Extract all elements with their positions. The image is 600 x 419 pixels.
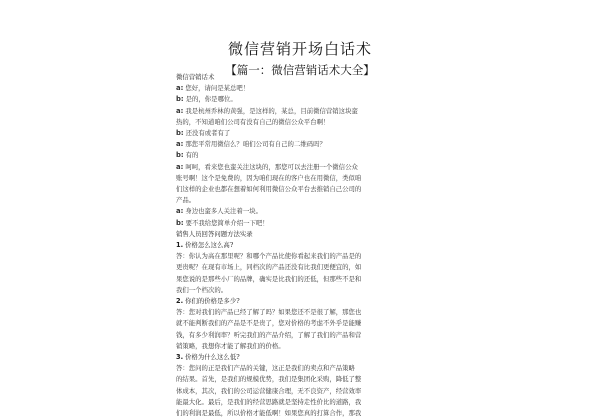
- line-text: 那您平常用微信么？咱们公司有自己的二维码吗？: [185, 140, 326, 149]
- line-text: 更贵呢？在现有市场上，同档次的产品还没有比我们更便宜的，如: [176, 263, 362, 272]
- line-text: 账号啊！这个是免费的，因为咱们现在的客户也在用微信，类似咱: [176, 173, 362, 182]
- speaker-label: a:: [176, 207, 184, 216]
- paragraph-line: [176, 274, 416, 285]
- section-heading: [176, 229, 416, 240]
- line-text: 们这样的企业也都在想着如何利用微信公众平台去推销自己公司的: [176, 185, 362, 194]
- dialog-line: [176, 162, 416, 173]
- dialog-line: [176, 150, 416, 161]
- dialog-line: [176, 206, 416, 217]
- paragraph-line: [176, 307, 416, 318]
- document-body: [176, 72, 416, 419]
- line-text: 答：你认为高在那里呢？和哪个产品比使你看起来我们的产品是的: [176, 252, 362, 261]
- speaker-label: a:: [176, 162, 184, 171]
- line-text: 果您说的是那些小厂的品牌，确实是比我们的还低，但那些不是和: [176, 274, 362, 283]
- paragraph-line: [176, 330, 416, 341]
- line-text: 答：您对我们的产品已经了解了吗？如果您还不是很了解，那您也: [176, 308, 362, 317]
- dialog-line: [176, 218, 416, 229]
- line-text: 您好，请问是某总吧！: [185, 84, 250, 93]
- line-text: 我们一个档次的。: [176, 285, 228, 294]
- line-text: 价格为什么这么低?: [185, 353, 240, 362]
- line-text: 你们的价格是多少?: [185, 297, 240, 306]
- line-text: 的结果。首先，是我们的规模优势，我们是集团化采购，降低了整: [176, 375, 362, 384]
- dialog-line: [176, 139, 416, 150]
- speaker-label: b:: [176, 95, 184, 104]
- line-text: 们的利润是最低，所以价格才能低啊！如果您真的打算合作，那我: [176, 409, 362, 418]
- speaker-label: a:: [176, 140, 184, 149]
- dialog-line: [176, 83, 416, 94]
- document-subtitle: 【篇一：微信营销话术大全】: [225, 63, 375, 77]
- paragraph-line: [176, 386, 416, 397]
- speaker-label: a:: [176, 84, 184, 93]
- line-text: 我是杭州乔林的黄强，是这样的，某总，目前微信营销这块蛮: [185, 106, 358, 115]
- line-text: 产品。: [176, 196, 196, 205]
- line-text: 身边也蛮多人关注着一块。: [185, 207, 262, 216]
- line-text: 是的，你是哪位。: [185, 95, 237, 104]
- question-number: 2.: [176, 297, 184, 306]
- speaker-label: b:: [176, 151, 184, 160]
- speaker-label: a:: [176, 106, 184, 115]
- paragraph-line: [176, 195, 416, 206]
- line-text: 销售人员回答问题方法实录: [176, 229, 253, 238]
- line-text: 呵呵，看来您也蛮关注这块的，那您可以去注册一个微信公众: [185, 162, 358, 171]
- section-heading: [176, 72, 416, 83]
- paragraph-line: [176, 285, 416, 296]
- document-title: 微信营销开场白话术: [227, 40, 372, 58]
- numbered-question: [176, 296, 416, 307]
- paragraph-line: [176, 251, 416, 262]
- question-number: 1.: [176, 241, 184, 250]
- paragraph-line: [176, 318, 416, 329]
- paragraph-line: [176, 341, 416, 352]
- line-text: 销策略，我想你才能了解我们的价格。: [176, 341, 285, 350]
- speaker-label: b:: [176, 218, 184, 227]
- numbered-question: [176, 352, 416, 363]
- dialog-line: [176, 128, 416, 139]
- line-text: 体成本，其次，我们的公司运营健康合理，无不良资产，经营效率: [176, 386, 362, 395]
- paragraph-line: [176, 374, 416, 385]
- dialog-line: [176, 94, 416, 105]
- line-text: 热的，不知道咱们公司有没有自己的微信公众平台啊！: [176, 117, 330, 126]
- line-text: 钱，有多少利润率？听完我们的产品介绍，了解了我们的产品和营: [176, 330, 362, 339]
- line-text: 微信营销话术: [176, 73, 215, 81]
- dialog-line: [176, 106, 416, 117]
- paragraph-line: [176, 173, 416, 184]
- numbered-question: [176, 240, 416, 251]
- paragraph-line: [176, 408, 416, 419]
- line-text: 要不我给您简单介绍一下吧！: [185, 218, 269, 227]
- paragraph-line: [176, 363, 416, 374]
- paragraph-line: [176, 262, 416, 273]
- speaker-label: b:: [176, 129, 184, 138]
- paragraph-line: [176, 397, 416, 408]
- paragraph-line: [176, 184, 416, 195]
- line-text: 答：您问的正是我们产品的关键，这正是我们的卖点和产品策略: [176, 364, 355, 373]
- line-text: 还没有或者有了: [185, 129, 231, 138]
- line-text: 有的: [185, 151, 199, 160]
- paragraph-line: [176, 117, 416, 128]
- line-text: 能最大化。最后，是我们的经营思路就是坚持走性价比的道路，我: [176, 397, 362, 406]
- line-text: 价格怎么这么高?: [185, 241, 234, 250]
- question-number: 3.: [176, 353, 184, 362]
- line-text: 就不能判断我们的产品是不是贵了，您对价格的考虑不外乎是能赚: [176, 319, 362, 328]
